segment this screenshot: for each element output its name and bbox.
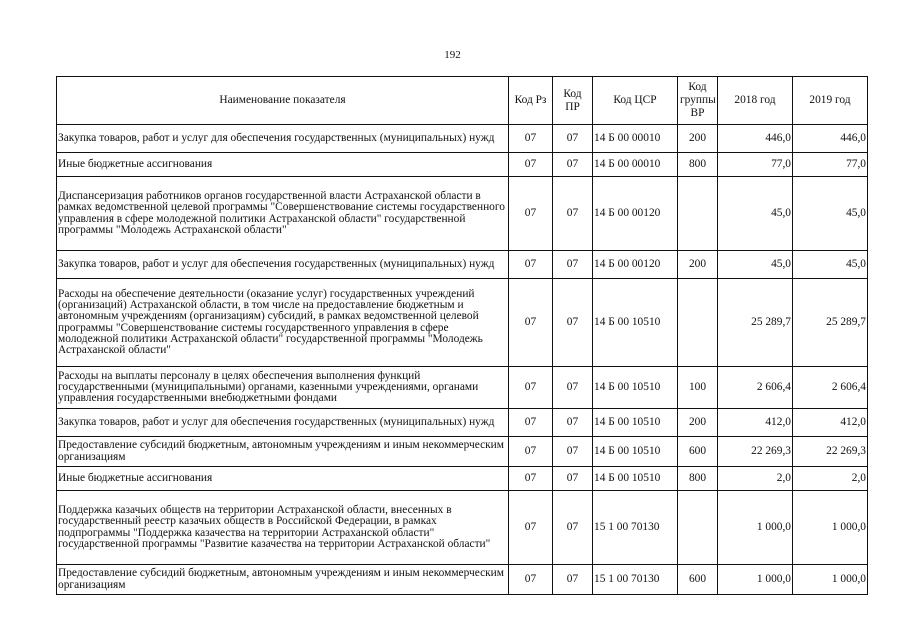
row-name: Предоставление субсидий бюджетным, автономным учреждениям и иным некоммерческим организациям [57, 565, 509, 595]
row-2019: 25 289,7 [793, 279, 868, 367]
row-pr: 07 [553, 251, 593, 279]
row-2018: 2,0 [718, 467, 793, 491]
row-rz: 07 [509, 177, 553, 251]
row-name: Расходы на обеспечение деятельности (оказание услуг) государственных учреждений (организаций) Астраханской области, в том числе на предоставление бюджетным и автономным учреждениям (организациям) субсидий, в рамках ведомственной целевой программы "Совершенствование системы государственного управления в сфере молодежной политики Астраханской области" государственной программы "Молодежь Астраханской области" [57, 279, 509, 367]
row-name: Иные бюджетные ассигнования [57, 153, 509, 177]
row-name: Иные бюджетные ассигнования [57, 467, 509, 491]
row-name: Закупка товаров, работ и услуг для обеспечения государственных (муниципальных) нужд [57, 125, 509, 153]
row-2019: 45,0 [793, 251, 868, 279]
row-pr: 07 [553, 153, 593, 177]
table-row [57, 125, 868, 153]
row-pr: 07 [553, 279, 593, 367]
row-2019: 45,0 [793, 177, 868, 251]
table-header-row [57, 77, 868, 125]
row-csr: 14 Б 00 10510 [593, 437, 678, 467]
table-row [57, 279, 868, 367]
header-2019: 2019 год [793, 77, 868, 125]
row-pr: 07 [553, 491, 593, 565]
row-rz: 07 [509, 367, 553, 409]
row-2019: 2,0 [793, 467, 868, 491]
row-pr: 07 [553, 467, 593, 491]
header-name: Наименование показателя [57, 77, 509, 125]
row-csr: 14 Б 00 00010 [593, 153, 678, 177]
row-2018: 446,0 [718, 125, 793, 153]
row-rz: 07 [509, 125, 553, 153]
row-csr: 14 Б 00 00010 [593, 125, 678, 153]
row-2018: 22 269,3 [718, 437, 793, 467]
row-csr: 15 1 00 70130 [593, 565, 678, 595]
row-vr [678, 177, 718, 251]
row-rz: 07 [509, 467, 553, 491]
table-row [57, 565, 868, 595]
row-2019: 1 000,0 [793, 491, 868, 565]
row-2018: 45,0 [718, 177, 793, 251]
row-2019: 446,0 [793, 125, 868, 153]
row-2019: 22 269,3 [793, 437, 868, 467]
row-2018: 45,0 [718, 251, 793, 279]
header-2018: 2018 год [718, 77, 793, 125]
row-name: Поддержка казачьих обществ на территории Астраханской области, внесенных в государственный реестр казачьих обществ в Российской Федерации, в рамках подпрограммы "Поддержка казачества на территории Астраханской области" государственной программы "Развитие казачества на территории Астраханской области" [57, 491, 509, 565]
row-vr: 600 [678, 565, 718, 595]
row-name: Закупка товаров, работ и услуг для обеспечения государственных (муниципальных) нужд [57, 251, 509, 279]
row-csr: 14 Б 00 10510 [593, 367, 678, 409]
row-vr: 200 [678, 125, 718, 153]
row-csr: 14 Б 00 00120 [593, 251, 678, 279]
row-csr: 14 Б 00 00120 [593, 177, 678, 251]
row-vr: 200 [678, 409, 718, 437]
row-name: Расходы на выплаты персоналу в целях обеспечения выполнения функций государственными (муниципальными) органами, казенными учреждениями, органами управления государственными внебюджетными фондами [57, 367, 509, 409]
row-csr: 15 1 00 70130 [593, 491, 678, 565]
row-pr: 07 [553, 409, 593, 437]
row-csr: 14 Б 00 10510 [593, 279, 678, 367]
row-2018: 412,0 [718, 409, 793, 437]
row-rz: 07 [509, 491, 553, 565]
row-2019: 2 606,4 [793, 367, 868, 409]
row-vr [678, 491, 718, 565]
row-csr: 14 Б 00 10510 [593, 467, 678, 491]
row-name: Предоставление субсидий бюджетным, автономным учреждениям и иным некоммерческим организациям [57, 437, 509, 467]
table-row [57, 153, 868, 177]
row-2019: 412,0 [793, 409, 868, 437]
budget-table [56, 76, 868, 595]
table-row [57, 467, 868, 491]
row-name: Закупка товаров, работ и услуг для обеспечения государственных (муниципальных) нужд [57, 409, 509, 437]
row-rz: 07 [509, 153, 553, 177]
header-csr: Код ЦСР [593, 77, 678, 125]
row-vr: 100 [678, 367, 718, 409]
table-row [57, 177, 868, 251]
row-2018: 77,0 [718, 153, 793, 177]
row-rz: 07 [509, 437, 553, 467]
row-name: Диспансеризация работников органов государственной власти Астраханской области в рамках ведомственной целевой программы "Совершенствование системы государственного управления в сфере молодежной политики Астраханской области" государственной программы "Молодежь Астраханской области" [57, 177, 509, 251]
row-rz: 07 [509, 565, 553, 595]
row-pr: 07 [553, 437, 593, 467]
row-2019: 1 000,0 [793, 565, 868, 595]
row-pr: 07 [553, 125, 593, 153]
row-vr: 600 [678, 437, 718, 467]
page-number: 192 [444, 49, 461, 61]
table-row [57, 409, 868, 437]
row-2018: 1 000,0 [718, 491, 793, 565]
row-csr: 14 Б 00 10510 [593, 409, 678, 437]
row-pr: 07 [553, 177, 593, 251]
row-2018: 2 606,4 [718, 367, 793, 409]
table-row [57, 367, 868, 409]
table-row [57, 437, 868, 467]
row-rz: 07 [509, 279, 553, 367]
header-pr: Код ПР [553, 77, 593, 125]
row-pr: 07 [553, 367, 593, 409]
row-vr [678, 279, 718, 367]
header-vr: Код группы ВР [678, 77, 718, 125]
row-rz: 07 [509, 251, 553, 279]
row-2018: 1 000,0 [718, 565, 793, 595]
row-vr: 200 [678, 251, 718, 279]
row-pr: 07 [553, 565, 593, 595]
row-vr: 800 [678, 467, 718, 491]
table-row [57, 251, 868, 279]
table-row [57, 491, 868, 565]
row-vr: 800 [678, 153, 718, 177]
header-rz: Код Рз [509, 77, 553, 125]
row-2019: 77,0 [793, 153, 868, 177]
row-2018: 25 289,7 [718, 279, 793, 367]
row-rz: 07 [509, 409, 553, 437]
